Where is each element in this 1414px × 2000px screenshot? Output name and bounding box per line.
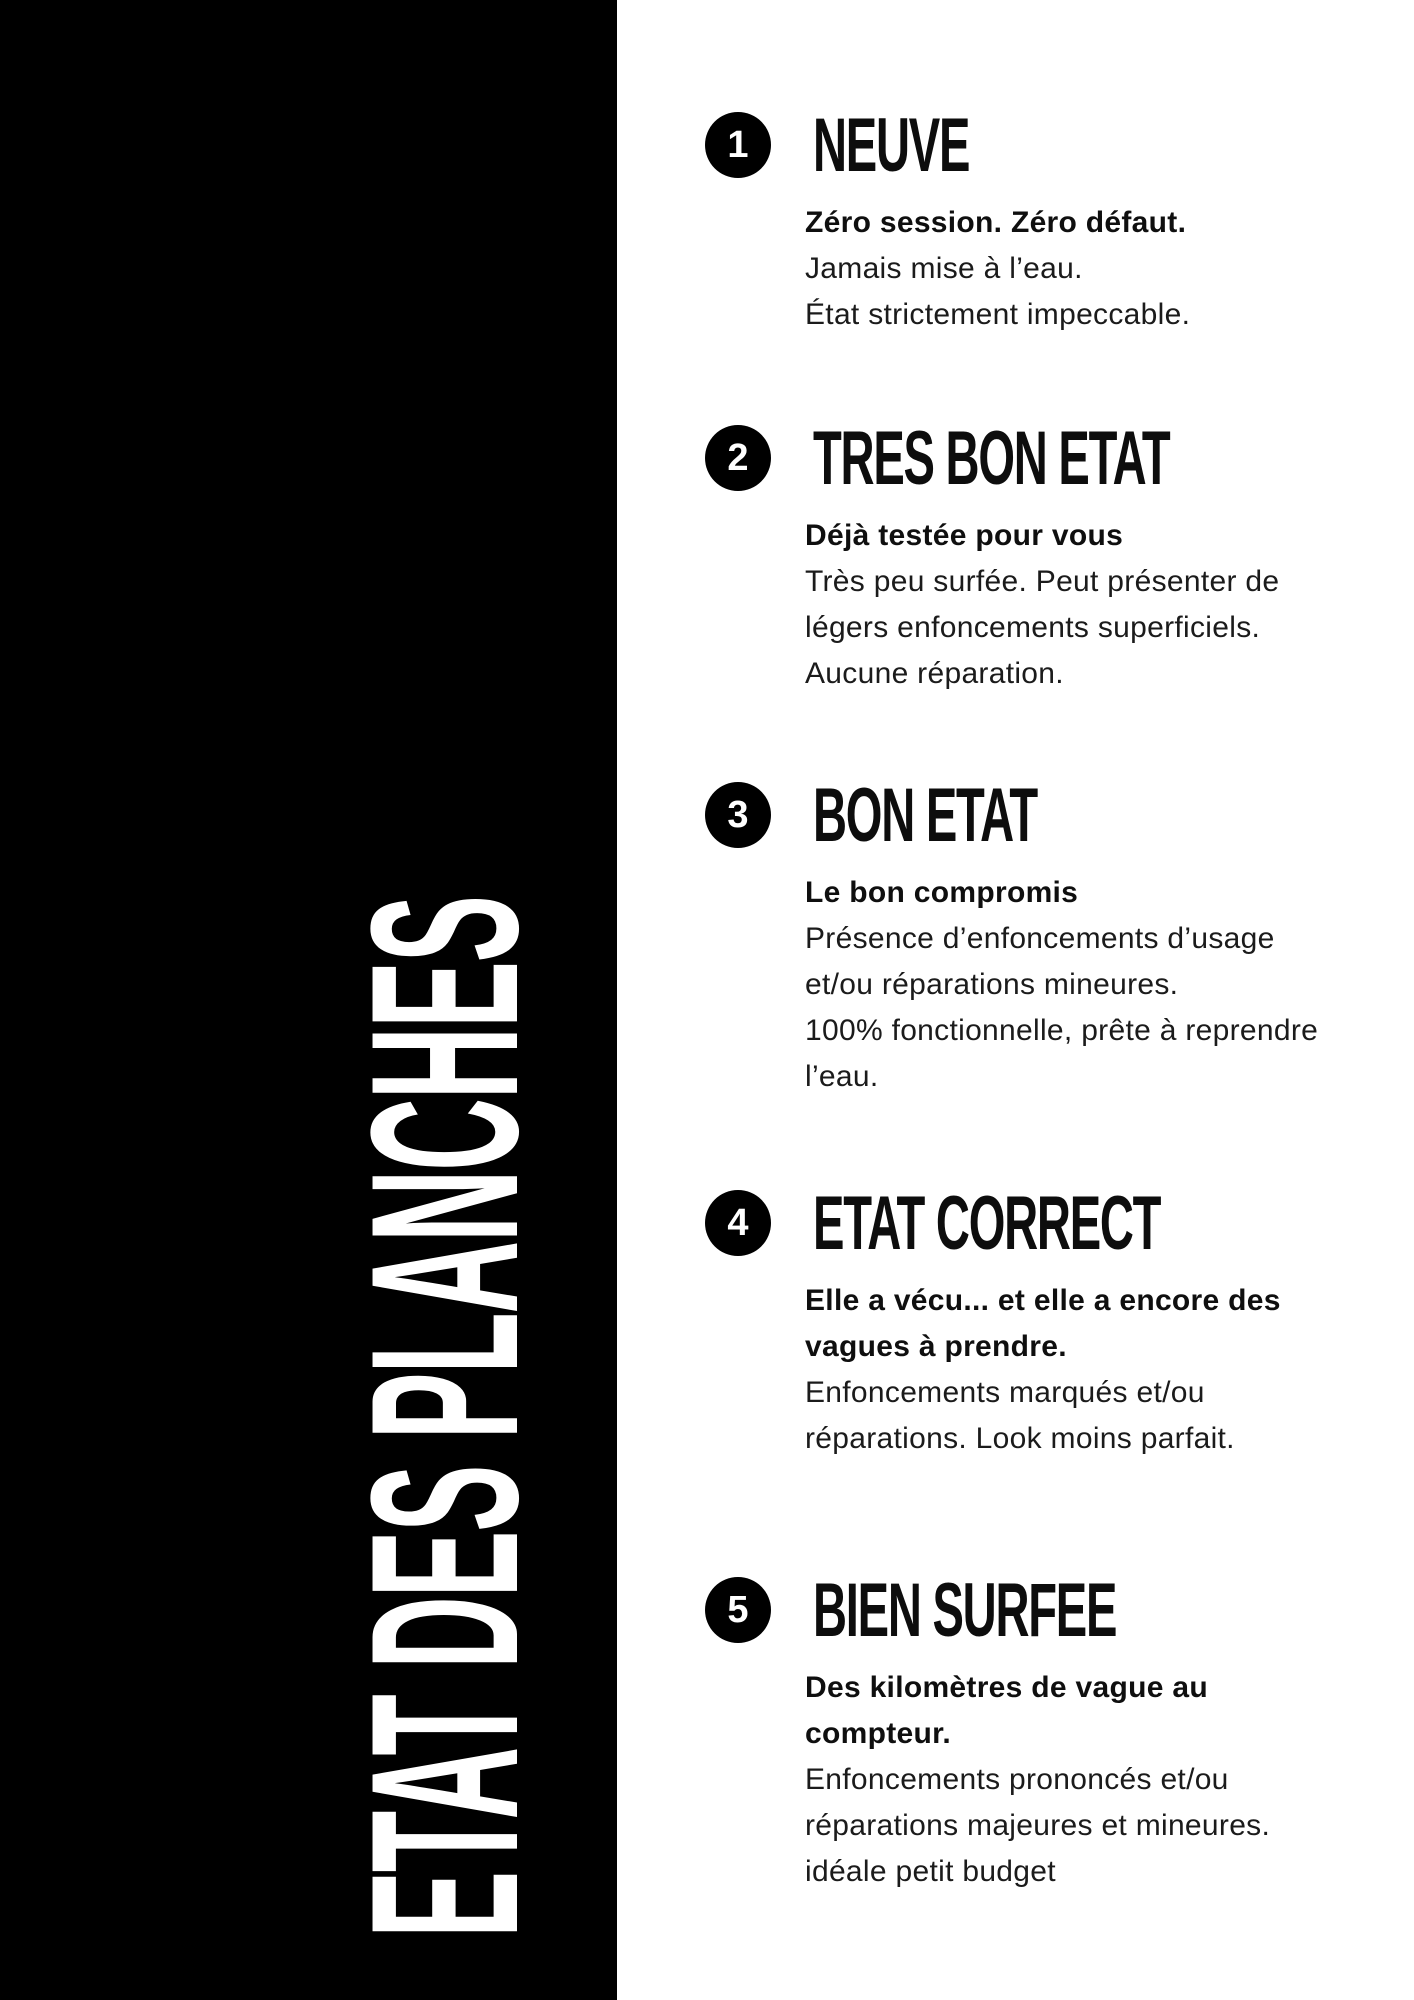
- item-2-description: [805, 513, 1385, 697]
- item-4-description: [805, 1278, 1385, 1462]
- item-2-text-line: Très peu surfée. Peut présenter de: [805, 565, 1280, 598]
- item-5-text-line: réparations majeures et mineures.: [805, 1809, 1271, 1842]
- item-5-header: [705, 1567, 1385, 1653]
- item-4-header: [705, 1180, 1385, 1266]
- item-2-title: TRES BON ETAT: [813, 415, 1170, 501]
- item-3-text-line: Présence d’enfoncements d’usage: [805, 922, 1275, 955]
- item-5-text-line: idéale petit budget: [805, 1855, 1056, 1888]
- item-1-lead-line: Zéro session. Zéro défaut.: [805, 206, 1187, 239]
- item-3-description: [805, 870, 1385, 1100]
- condition-item-neuve: [705, 102, 1385, 338]
- item-2-text-line: Aucune réparation.: [805, 657, 1064, 690]
- item-4-title: ETAT CORRECT: [813, 1180, 1161, 1266]
- item-4-number-badge: 4: [705, 1190, 771, 1256]
- item-1-text-line: État strictement impeccable.: [805, 298, 1191, 331]
- item-2-number-badge: 2: [705, 425, 771, 491]
- condition-item-bien-surfee: [705, 1567, 1385, 1895]
- item-2-lead-line: Déjà testée pour vous: [805, 519, 1124, 552]
- item-4-lead-line: vagues à prendre.: [805, 1330, 1067, 1363]
- condition-item-bon-etat: [705, 772, 1385, 1100]
- item-3-title: BON ETAT: [813, 772, 1037, 858]
- item-4-text-line: réparations. Look moins parfait.: [805, 1422, 1235, 1455]
- item-3-text-line: 100% fonctionnelle, prête à reprendre: [805, 1014, 1319, 1047]
- item-5-text-line: Enfoncements prononcés et/ou: [805, 1763, 1229, 1796]
- item-5-lead-line: compteur.: [805, 1717, 952, 1750]
- item-5-lead-line: Des kilomètres de vague au: [805, 1671, 1208, 1704]
- item-4-lead-line: Elle a vécu... et elle a encore des: [805, 1284, 1281, 1317]
- item-3-text-line: l’eau.: [805, 1060, 879, 1093]
- item-1-title: NEUVE: [813, 102, 970, 188]
- item-2-text-line: légers enfoncements superficiels.: [805, 611, 1261, 644]
- item-5-title: BIEN SURFEE: [813, 1567, 1117, 1653]
- vertical-page-title: ETAT DES PLANCHES: [327, 896, 562, 1939]
- item-3-number-badge: 3: [705, 782, 771, 848]
- condition-item-etat-correct: [705, 1180, 1385, 1462]
- item-1-description: [805, 200, 1385, 338]
- item-3-text-line: et/ou réparations mineures.: [805, 968, 1179, 1001]
- item-1-text-line: Jamais mise à l’eau.: [805, 252, 1083, 285]
- item-5-number-badge: 5: [705, 1577, 771, 1643]
- item-1-number-badge: 1: [705, 112, 771, 178]
- item-3-lead-line: Le bon compromis: [805, 876, 1079, 909]
- item-2-header: [705, 415, 1385, 501]
- item-5-description: [805, 1665, 1385, 1895]
- condition-item-tres-bon-etat: [705, 415, 1385, 697]
- item-1-header: [705, 102, 1385, 188]
- item-3-header: [705, 772, 1385, 858]
- item-4-text-line: Enfoncements marqués et/ou: [805, 1376, 1205, 1409]
